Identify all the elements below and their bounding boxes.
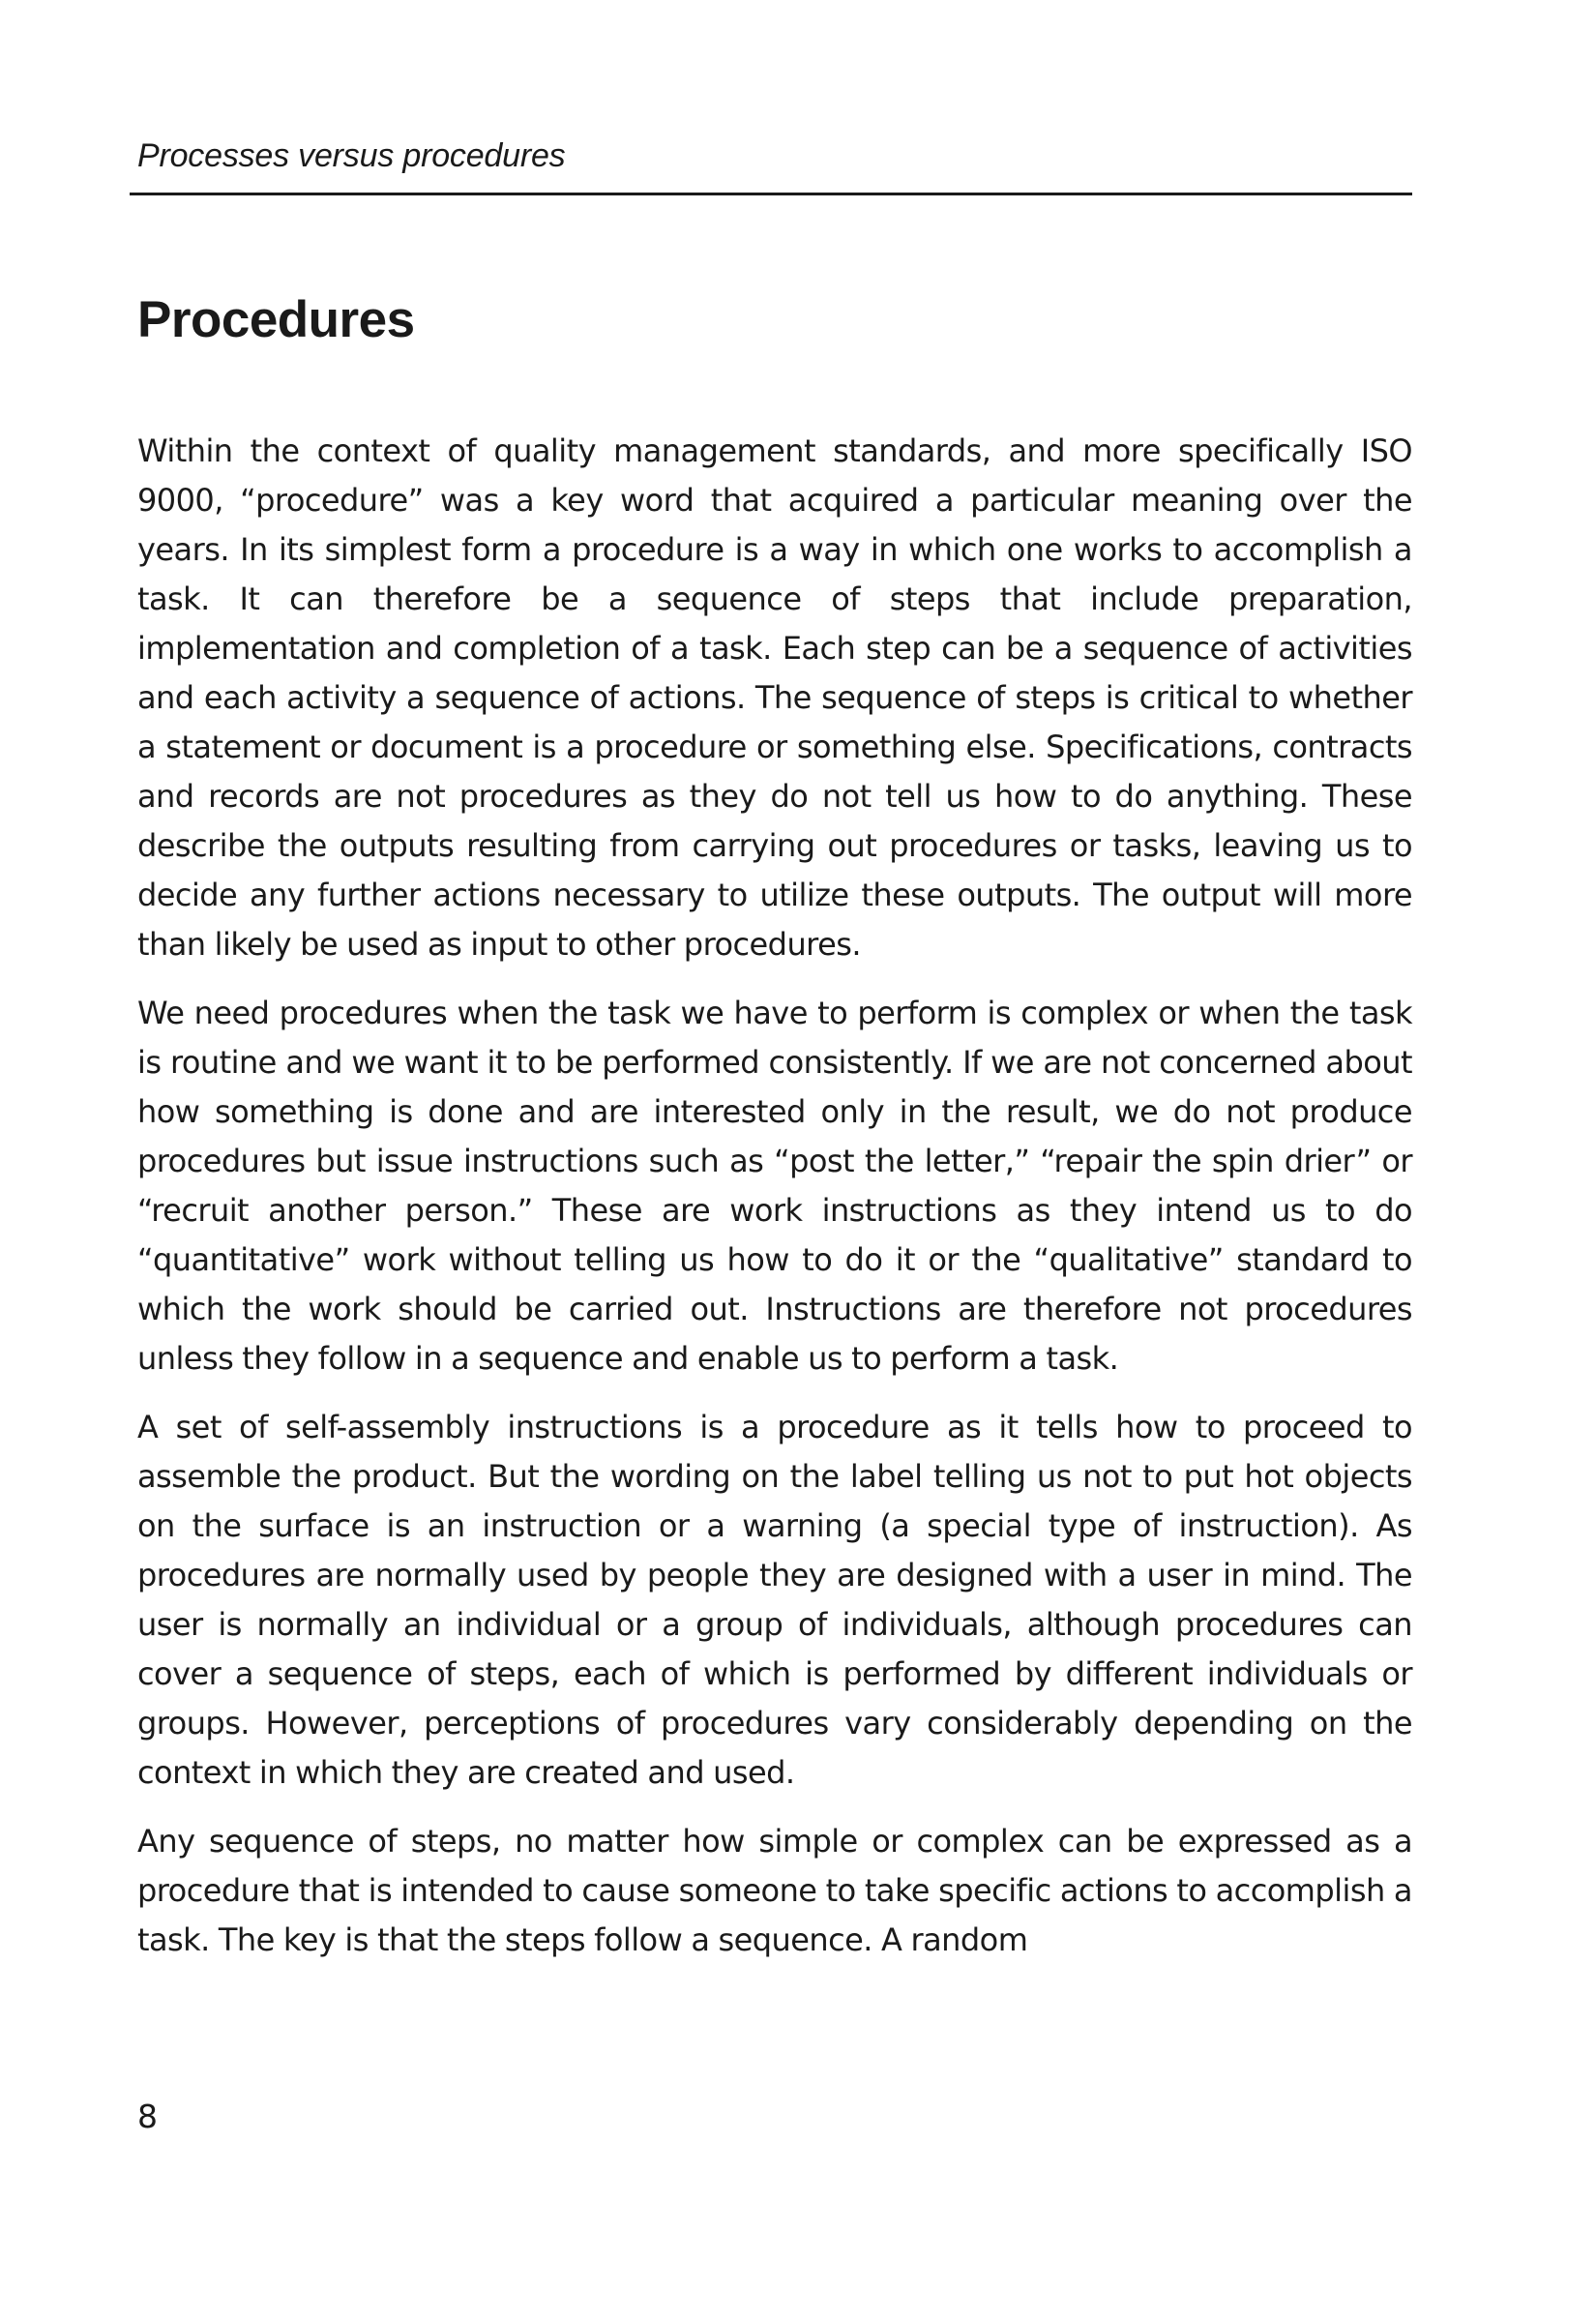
paragraph: A set of self-assembly instructions is a procedure as it tells how to proceed to assemble the product. But the wording on the label telling us not to put hot objects on the surface is an instruction or a warning (a special type of instruction). As procedures are normally used by people they are designed with a user in mind. The user is normally an individual or a group of individuals, although procedures can cover a sequence of steps, each of which is performed by different individuals or groups. However, perceptions of procedures vary considerably depending on the context in which they are created and used. — [137, 1409, 1412, 1791]
section-title: Procedures — [137, 291, 415, 348]
running-head: Processes versus procedures — [137, 137, 566, 174]
paragraph: Any sequence of steps, no matter how simple or complex can be expressed as a procedure that is intended to cause someone to take specific actions to accomplish a task. The key is that the steps follow a sequence. A random — [137, 1823, 1412, 1958]
body-text — [137, 427, 1412, 1984]
paragraph: Within the context of quality management standards, and more specifically ISO 9000, “procedure” was a key word that acquired a particular meaning over the years. In its simplest form a procedure is a way in which one works to accomplish a task. It can therefore be a sequence of steps that include preparation, implementation and completion of a task. Each step can be a sequence of activities and each activity a sequence of actions. The sequence of steps is critical to whether a statement or document is a procedure or something else. Specifications, contracts and records are not procedures as they do not tell us how to do anything. These describe the outputs resulting from carrying out procedures or tasks, leaving us to decide any further actions necessary to utilize these outputs. The output will more than likely be used as input to other procedures. — [137, 432, 1412, 963]
paragraph: We need procedures when the task we have to perform is complex or when the task is routine and we want it to be performed consistently. If we are not concerned about how something is done and are interested only in the result, we do not produce procedures but issue instructions such as “post the letter,” “repair the spin drier” or “recruit another person.” These are work instructions as they intend us to do “quantitative” work without telling us how to do it or the “qualitative” standard to which the work should be carried out. Instructions are therefore not procedures unless they follow in a sequence and enable us to perform a task. — [137, 995, 1412, 1377]
book-page — [137, 0, 1412, 2322]
header-rule — [130, 193, 1412, 195]
page-number: 8 — [137, 2098, 158, 2135]
